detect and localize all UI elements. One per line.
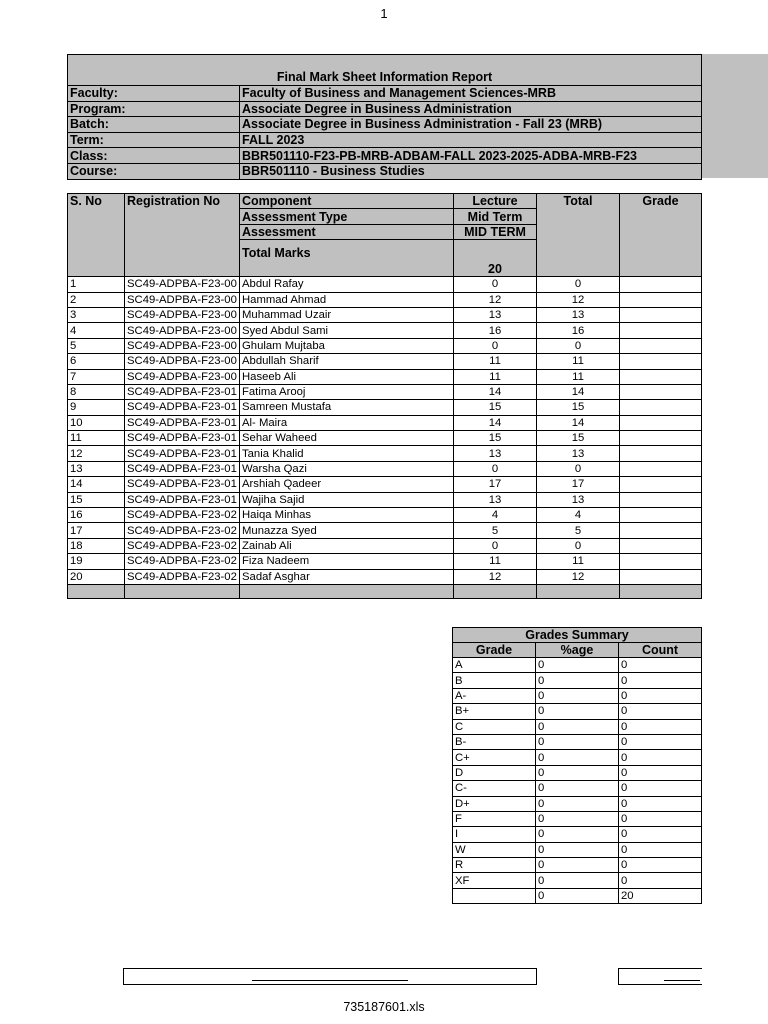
cell-grade [620, 307, 702, 322]
cell-student-name: Sehar Waheed [240, 431, 454, 446]
table-row [68, 477, 702, 492]
cell-registration-no: SC49-ADPBA-F23-00 [125, 307, 240, 322]
cell-sno: 19 [68, 554, 125, 569]
cell-mid-term-marks: 13 [454, 307, 537, 322]
grade-row [453, 719, 702, 734]
signature-box-left [123, 968, 537, 985]
cell-grade-letter: B+ [453, 704, 536, 719]
table-row [68, 569, 702, 584]
cell-mid-term-marks: 0 [454, 338, 537, 353]
cell-student-name: Fiza Nadeem [240, 554, 454, 569]
cell-grade-pct: 0 [536, 734, 619, 749]
cell-total: 13 [537, 307, 620, 322]
cell-registration-no: SC49-ADPBA-F23-00 [125, 292, 240, 307]
cell-student-name: Arshiah Qadeer [240, 477, 454, 492]
cell-sno: 14 [68, 477, 125, 492]
grade-row [453, 688, 702, 703]
header-sno: S. No [68, 194, 125, 277]
cell-mid-term-marks: 17 [454, 477, 537, 492]
grade-row [453, 658, 702, 673]
cell-sno: 7 [68, 369, 125, 384]
cell-grade-letter: XF [453, 873, 536, 888]
table-row [68, 431, 702, 446]
cell-grade-letter: A- [453, 688, 536, 703]
grades-summary-title: Grades Summary [453, 628, 702, 643]
cell-total: 0 [537, 277, 620, 292]
cell-total: 0 [537, 338, 620, 353]
gray-side-band [700, 54, 768, 178]
table-row [68, 323, 702, 338]
cell-grade [620, 492, 702, 507]
cell-student-name: Sadaf Asghar [240, 569, 454, 584]
grades-summary-table [452, 627, 702, 904]
cell-student-name: Ghulam Mujtaba [240, 338, 454, 353]
cell-grade-pct: 0 [536, 688, 619, 703]
grades-header-pct: %age [536, 643, 619, 658]
cell-mid-term-marks: 15 [454, 431, 537, 446]
cell-total: 0 [537, 461, 620, 476]
cell-grade-letter: C+ [453, 750, 536, 765]
cell-grade [620, 354, 702, 369]
cell-grade-pct: 0 [536, 827, 619, 842]
cell-student-name: Zainab Ali [240, 538, 454, 553]
cell-grade-letter: B- [453, 734, 536, 749]
cell-grade-count: 0 [619, 842, 702, 857]
cell-student-name: Tania Khalid [240, 446, 454, 461]
grade-row [453, 842, 702, 857]
cell-grade-count: 0 [619, 734, 702, 749]
cell-registration-no: SC49-ADPBA-F23-02 [125, 523, 240, 538]
cell-grade-count: 0 [619, 827, 702, 842]
cell-grade-pct: 0 [536, 781, 619, 796]
cell-mid-term-marks: 16 [454, 323, 537, 338]
cell-grade [620, 384, 702, 399]
table-row [68, 538, 702, 553]
cell-grade [620, 323, 702, 338]
cell-grade [620, 338, 702, 353]
cell-grade-count: 0 [619, 873, 702, 888]
header-component: Component [240, 194, 454, 209]
cell-grade-pct: 0 [536, 673, 619, 688]
header-registration-no: Registration No [125, 194, 240, 277]
cell-grade-count: 0 [619, 658, 702, 673]
info-row-program [68, 101, 702, 117]
cell-sno: 5 [68, 338, 125, 353]
cell-student-name: Syed Abdul Sami [240, 323, 454, 338]
cell-grade [620, 554, 702, 569]
cell-sno: 3 [68, 307, 125, 322]
cell-student-name: Abdullah Sharif [240, 354, 454, 369]
cell-mid-term-marks: 12 [454, 292, 537, 307]
cell-grade [620, 415, 702, 430]
signature-line-left [252, 980, 408, 981]
cell-grade-letter: C [453, 719, 536, 734]
grades-header-grade: Grade [453, 643, 536, 658]
cell-mid-term-marks: 0 [454, 461, 537, 476]
cell-student-name: Warsha Qazi [240, 461, 454, 476]
header-total-marks: Total Marks [240, 240, 454, 277]
cell-total: 16 [537, 323, 620, 338]
info-row-batch [68, 117, 702, 133]
info-label: Program: [68, 101, 240, 117]
info-row-faculty [68, 86, 702, 102]
cell-mid-term-marks: 15 [454, 400, 537, 415]
cell-registration-no: SC49-ADPBA-F23-00 [125, 338, 240, 353]
grade-row [453, 796, 702, 811]
cell-registration-no: SC49-ADPBA-F23-01 [125, 492, 240, 507]
cell-mid-term-marks: 0 [454, 538, 537, 553]
grade-row [453, 811, 702, 826]
cell-grade [620, 277, 702, 292]
cell-student-name: Abdul Rafay [240, 277, 454, 292]
grades-total-count: 20 [619, 888, 702, 903]
cell-grade-letter: D [453, 765, 536, 780]
cell-grade [620, 569, 702, 584]
cell-grade [620, 431, 702, 446]
cell-grade-pct: 0 [536, 858, 619, 873]
table-row [68, 492, 702, 507]
cell-grade-count: 0 [619, 704, 702, 719]
cell-mid-term-marks: 14 [454, 415, 537, 430]
cell-total: 11 [537, 554, 620, 569]
marks-summary-row [68, 584, 702, 598]
cell-grade [620, 477, 702, 492]
info-label: Batch: [68, 117, 240, 133]
grades-total-grade [453, 888, 536, 903]
cell-student-name: Hammad Ahmad [240, 292, 454, 307]
cell-total: 5 [537, 523, 620, 538]
cell-sno: 1 [68, 277, 125, 292]
report-title: Final Mark Sheet Information Report [68, 55, 702, 86]
table-row [68, 523, 702, 538]
table-row [68, 461, 702, 476]
cell-total: 15 [537, 431, 620, 446]
cell-registration-no: SC49-ADPBA-F23-02 [125, 569, 240, 584]
table-row [68, 384, 702, 399]
cell-grade-pct: 0 [536, 719, 619, 734]
info-label: Course: [68, 163, 240, 179]
header-mid-term-caps: MID TERM [454, 224, 537, 239]
cell-grade-count: 0 [619, 781, 702, 796]
cell-registration-no: SC49-ADPBA-F23-02 [125, 538, 240, 553]
info-value: Associate Degree in Business Administration [240, 101, 702, 117]
cell-sno: 6 [68, 354, 125, 369]
cell-student-name: Samreen Mustafa [240, 400, 454, 415]
cell-total: 4 [537, 508, 620, 523]
cell-mid-term-marks: 13 [454, 446, 537, 461]
cell-registration-no: SC49-ADPBA-F23-02 [125, 554, 240, 569]
cell-sno: 10 [68, 415, 125, 430]
cell-grade [620, 538, 702, 553]
cell-registration-no: SC49-ADPBA-F23-01 [125, 384, 240, 399]
cell-registration-no: SC49-ADPBA-F23-00 [125, 354, 240, 369]
cell-student-name: Munazza Syed [240, 523, 454, 538]
grade-row [453, 765, 702, 780]
cell-grade-count: 0 [619, 858, 702, 873]
cell-sno: 15 [68, 492, 125, 507]
grade-row [453, 827, 702, 842]
cell-grade-pct: 0 [536, 658, 619, 673]
info-value: Associate Degree in Business Administration - Fall 23 (MRB) [240, 117, 702, 133]
table-row [68, 508, 702, 523]
cell-grade [620, 369, 702, 384]
info-label: Class: [68, 148, 240, 164]
cell-mid-term-marks: 4 [454, 508, 537, 523]
cell-mid-term-marks: 11 [454, 369, 537, 384]
cell-mid-term-marks: 14 [454, 384, 537, 399]
cell-grade-letter: B [453, 673, 536, 688]
info-row-term [68, 132, 702, 148]
cell-grade-count: 0 [619, 765, 702, 780]
cell-registration-no: SC49-ADPBA-F23-01 [125, 477, 240, 492]
info-value: FALL 2023 [240, 132, 702, 148]
cell-total: 14 [537, 384, 620, 399]
cell-sno: 2 [68, 292, 125, 307]
grade-row [453, 750, 702, 765]
header-max-marks: 20 [454, 240, 537, 277]
cell-total: 13 [537, 446, 620, 461]
info-value: BBR501110 - Business Studies [240, 163, 702, 179]
cell-sno: 12 [68, 446, 125, 461]
cell-grade-count: 0 [619, 796, 702, 811]
grades-totals-row [453, 888, 702, 903]
cell-mid-term-marks: 11 [454, 554, 537, 569]
cell-grade-count: 0 [619, 673, 702, 688]
cell-grade-letter: D+ [453, 796, 536, 811]
cell-student-name: Al- Maira [240, 415, 454, 430]
cell-mid-term-marks: 0 [454, 277, 537, 292]
header-grade: Grade [620, 194, 702, 277]
cell-grade-letter: R [453, 858, 536, 873]
cell-sno: 13 [68, 461, 125, 476]
cell-grade-pct: 0 [536, 811, 619, 826]
cell-grade-pct: 0 [536, 704, 619, 719]
page-number: 1 [380, 6, 388, 21]
grade-row [453, 734, 702, 749]
grade-row [453, 673, 702, 688]
signature-box-right [618, 968, 702, 985]
cell-registration-no: SC49-ADPBA-F23-01 [125, 461, 240, 476]
cell-grade [620, 446, 702, 461]
cell-grade-pct: 0 [536, 873, 619, 888]
cell-total: 12 [537, 292, 620, 307]
info-value: BBR501110-F23-PB-MRB-ADBAM-FALL 2023-2025-ADBA-MRB-F23 [240, 148, 702, 164]
cell-grade [620, 400, 702, 415]
info-label: Term: [68, 132, 240, 148]
cell-student-name: Muhammad Uzair [240, 307, 454, 322]
table-row [68, 446, 702, 461]
table-row [68, 307, 702, 322]
cell-sno: 18 [68, 538, 125, 553]
cell-grade-count: 0 [619, 750, 702, 765]
table-row [68, 292, 702, 307]
cell-grade-letter: C- [453, 781, 536, 796]
cell-grade-letter: A [453, 658, 536, 673]
cell-sno: 17 [68, 523, 125, 538]
table-row [68, 277, 702, 292]
header-mid-term: Mid Term [454, 209, 537, 224]
cell-registration-no: SC49-ADPBA-F23-00 [125, 369, 240, 384]
table-row [68, 554, 702, 569]
info-row-course [68, 163, 702, 179]
cell-grade-count: 0 [619, 719, 702, 734]
cell-grade-letter: I [453, 827, 536, 842]
cell-mid-term-marks: 12 [454, 569, 537, 584]
cell-grade-pct: 0 [536, 842, 619, 857]
cell-total: 12 [537, 569, 620, 584]
cell-grade-letter: F [453, 811, 536, 826]
grade-row [453, 781, 702, 796]
cell-total: 15 [537, 400, 620, 415]
cell-mid-term-marks: 5 [454, 523, 537, 538]
cell-sno: 16 [68, 508, 125, 523]
cell-sno: 11 [68, 431, 125, 446]
cell-total: 11 [537, 369, 620, 384]
cell-total: 11 [537, 354, 620, 369]
cell-registration-no: SC49-ADPBA-F23-00 [125, 277, 240, 292]
cell-grade-pct: 0 [536, 750, 619, 765]
header-assessment: Assessment [240, 224, 454, 239]
table-row [68, 369, 702, 384]
cell-grade [620, 292, 702, 307]
info-value: Faculty of Business and Management Sciences-MRB [240, 86, 702, 102]
footer-filename: 735187601.xls [343, 1000, 425, 1014]
cell-grade-pct: 0 [536, 796, 619, 811]
report-info-table [67, 54, 702, 180]
signature-line-right [664, 980, 700, 981]
cell-registration-no: SC49-ADPBA-F23-01 [125, 415, 240, 430]
cell-total: 17 [537, 477, 620, 492]
table-row [68, 338, 702, 353]
cell-registration-no: SC49-ADPBA-F23-02 [125, 508, 240, 523]
cell-student-name: Wajiha Sajid [240, 492, 454, 507]
cell-student-name: Fatima Arooj [240, 384, 454, 399]
grade-row [453, 873, 702, 888]
info-row-class [68, 148, 702, 164]
table-row [68, 415, 702, 430]
cell-total: 14 [537, 415, 620, 430]
grades-header-count: Count [619, 643, 702, 658]
marks-table [67, 193, 702, 599]
cell-sno: 8 [68, 384, 125, 399]
table-row [68, 400, 702, 415]
cell-total: 13 [537, 492, 620, 507]
cell-grade-count: 0 [619, 811, 702, 826]
grades-total-pct: 0 [536, 888, 619, 903]
grade-row [453, 704, 702, 719]
header-lecture: Lecture [454, 194, 537, 209]
info-label: Faculty: [68, 86, 240, 102]
cell-registration-no: SC49-ADPBA-F23-00 [125, 323, 240, 338]
cell-grade-pct: 0 [536, 765, 619, 780]
cell-sno: 4 [68, 323, 125, 338]
cell-registration-no: SC49-ADPBA-F23-01 [125, 446, 240, 461]
cell-sno: 9 [68, 400, 125, 415]
cell-grade-letter: W [453, 842, 536, 857]
cell-grade-count: 0 [619, 688, 702, 703]
grade-row [453, 858, 702, 873]
cell-student-name: Haiqa Minhas [240, 508, 454, 523]
header-total: Total [537, 194, 620, 277]
cell-mid-term-marks: 11 [454, 354, 537, 369]
cell-sno: 20 [68, 569, 125, 584]
cell-grade [620, 461, 702, 476]
cell-registration-no: SC49-ADPBA-F23-01 [125, 431, 240, 446]
header-assessment-type: Assessment Type [240, 209, 454, 224]
cell-grade [620, 523, 702, 538]
table-row [68, 354, 702, 369]
cell-total: 0 [537, 538, 620, 553]
cell-grade [620, 508, 702, 523]
cell-registration-no: SC49-ADPBA-F23-01 [125, 400, 240, 415]
cell-student-name: Haseeb Ali [240, 369, 454, 384]
cell-mid-term-marks: 13 [454, 492, 537, 507]
